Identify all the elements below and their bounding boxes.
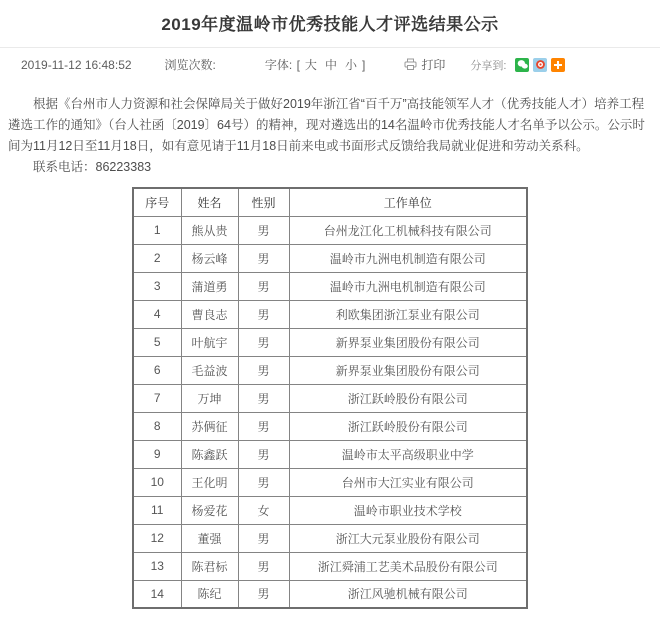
font-size-control [265, 56, 366, 73]
cell-gender: 男 [238, 384, 289, 412]
cell-seq: 10 [133, 468, 181, 496]
print-label: 打印 [421, 58, 446, 72]
cell-gender: 男 [238, 552, 289, 580]
font-bracket-close: ] [361, 58, 366, 72]
cell-gender: 女 [238, 496, 289, 524]
cell-employer: 新界泵业集团股份有限公司 [289, 356, 527, 384]
cell-name: 熊从贵 [181, 216, 238, 244]
table-row [133, 244, 527, 272]
font-size-medium[interactable]: 中 [324, 58, 337, 72]
table-row [133, 216, 527, 244]
table-row [133, 384, 527, 412]
printer-icon [404, 58, 417, 71]
weibo-icon[interactable] [533, 58, 547, 72]
cell-gender: 男 [238, 244, 289, 272]
meta-bar [0, 47, 660, 81]
cell-employer: 浙江大元泵业股份有限公司 [289, 524, 527, 552]
cell-name: 万坤 [181, 384, 238, 412]
page-title: 2019年度温岭市优秀技能人才评选结果公示 [161, 15, 499, 34]
talent-table-body [133, 216, 527, 608]
cell-seq: 13 [133, 552, 181, 580]
table-row [133, 468, 527, 496]
cell-gender: 男 [238, 300, 289, 328]
cell-name: 苏俩征 [181, 412, 238, 440]
cell-gender: 男 [238, 356, 289, 384]
cell-employer: 温岭市九洲电机制造有限公司 [289, 272, 527, 300]
col-header-gender: 性别 [238, 188, 289, 216]
font-bracket-open: [ [296, 58, 300, 72]
wechat-icon[interactable] [515, 58, 529, 72]
cell-gender: 男 [238, 440, 289, 468]
table-header-row [133, 188, 527, 216]
cell-name: 叶航宇 [181, 328, 238, 356]
cell-seq: 9 [133, 440, 181, 468]
cell-seq: 2 [133, 244, 181, 272]
cell-name: 董强 [181, 524, 238, 552]
font-size-small[interactable]: 小 [344, 58, 357, 72]
table-row [133, 412, 527, 440]
cell-name: 杨爱花 [181, 496, 238, 524]
page-header [0, 0, 660, 47]
cell-gender: 男 [238, 580, 289, 608]
table-row [133, 272, 527, 300]
table-row [133, 552, 527, 580]
cell-seq: 14 [133, 580, 181, 608]
share-to-label: 分享到: [470, 59, 507, 72]
cell-seq: 12 [133, 524, 181, 552]
cell-employer: 浙江跃岭股份有限公司 [289, 412, 527, 440]
font-size-label: 字体: [264, 58, 293, 72]
cell-employer: 浙江风驰机械有限公司 [289, 580, 527, 608]
cell-name: 毛益波 [181, 356, 238, 384]
cell-gender: 男 [238, 468, 289, 496]
cell-employer: 温岭市职业技术学校 [289, 496, 527, 524]
cell-name: 陈君标 [181, 552, 238, 580]
cell-employer: 台州市大江实业有限公司 [289, 468, 527, 496]
font-size-large[interactable]: 大 [304, 58, 317, 72]
table-row [133, 328, 527, 356]
cell-seq: 5 [133, 328, 181, 356]
share-group [470, 57, 569, 73]
table-row [133, 440, 527, 468]
table-row [133, 496, 527, 524]
publish-datetime: 2019-11-12 16:48:52 [21, 57, 132, 72]
cell-gender: 男 [238, 328, 289, 356]
views-label: 浏览次数: [164, 58, 216, 72]
table-row [133, 300, 527, 328]
cell-gender: 男 [238, 216, 289, 244]
table-row [133, 524, 527, 552]
talent-table [132, 187, 528, 609]
cell-name: 蒲道勇 [181, 272, 238, 300]
col-header-employer: 工作单位 [289, 188, 527, 216]
cell-employer: 温岭市太平高级职业中学 [289, 440, 527, 468]
article-body [0, 81, 660, 178]
cell-seq: 7 [133, 384, 181, 412]
cell-name: 陈纪 [181, 580, 238, 608]
cell-seq: 3 [133, 272, 181, 300]
print-button[interactable] [404, 56, 445, 73]
cell-gender: 男 [238, 524, 289, 552]
cell-name: 王化明 [181, 468, 238, 496]
cell-employer: 新界泵业集团股份有限公司 [289, 328, 527, 356]
cell-seq: 8 [133, 412, 181, 440]
cell-seq: 4 [133, 300, 181, 328]
cell-employer: 浙江跃岭股份有限公司 [289, 384, 527, 412]
cell-name: 陈鑫跃 [181, 440, 238, 468]
cell-gender: 男 [238, 412, 289, 440]
cell-seq: 11 [133, 496, 181, 524]
cell-name: 杨云峰 [181, 244, 238, 272]
cell-employer: 温岭市九洲电机制造有限公司 [289, 244, 527, 272]
table-row [133, 356, 527, 384]
share-more-icon[interactable] [551, 58, 565, 72]
cell-name: 曹良志 [181, 300, 238, 328]
cell-gender: 男 [238, 272, 289, 300]
contact-phone: 联系电话：86223383 [33, 160, 152, 174]
cell-seq: 6 [133, 356, 181, 384]
article-paragraph: 根据《台州市人力资源和社会保障局关于做好2019年浙江省“百千万”高技能领军人才（优秀技能人才）培养工程遴选工作的通知》（台人社函〔2019〕64号）的精神，现对遴选出的14名温岭市优秀技能人才名单予以公示。公示时间为11月12日至11月18日，如有意见请于11月18日前来电或书面形式反馈给我局就业促进和劳动关系科。 [8, 97, 645, 153]
col-header-seq: 序号 [133, 188, 181, 216]
col-header-name: 姓名 [181, 188, 238, 216]
cell-seq: 1 [133, 216, 181, 244]
table-row [133, 580, 527, 608]
cell-employer: 台州龙江化工机械科技有限公司 [289, 216, 527, 244]
cell-employer: 利欧集团浙江泵业有限公司 [289, 300, 527, 328]
cell-employer: 浙江舜浦工艺美术品股份有限公司 [289, 552, 527, 580]
